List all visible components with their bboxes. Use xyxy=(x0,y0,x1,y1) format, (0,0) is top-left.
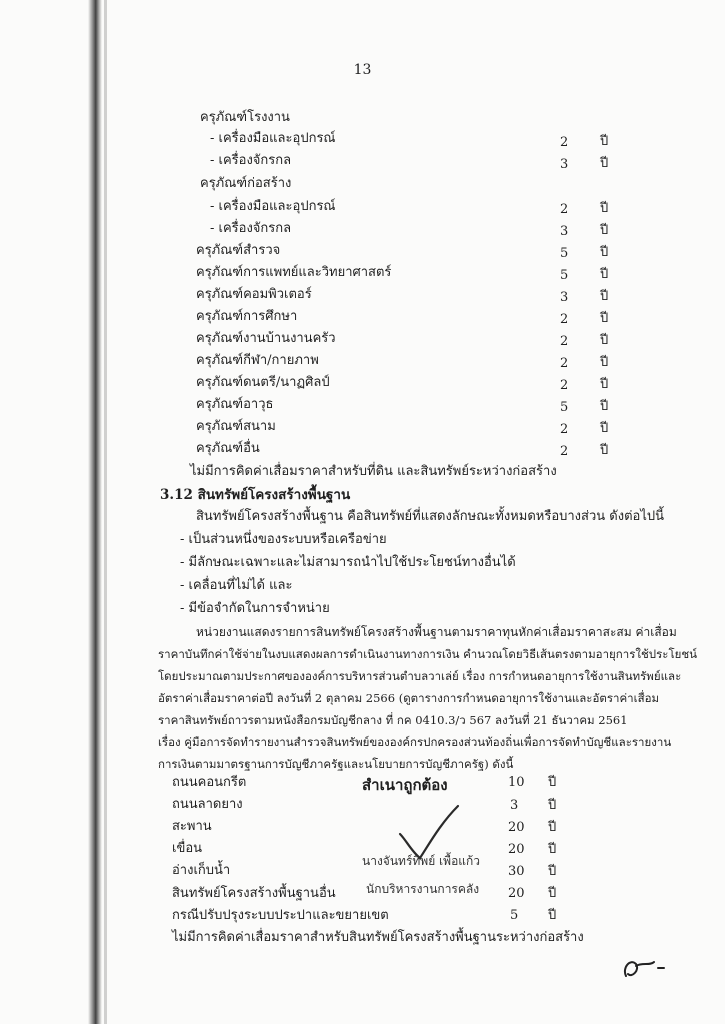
equipment-years: 2 xyxy=(560,422,569,437)
stamp-name: นางจันทร์ทิพย์ เพื้อแก้ว xyxy=(362,854,481,868)
equipment-years: 5 xyxy=(560,268,569,283)
equipment-years: 5 xyxy=(560,246,569,261)
equipment-label: - เครื่องจักรกล xyxy=(210,153,292,168)
equipment-label: ครุภัณฑ์คอมพิวเตอร์ xyxy=(196,287,312,302)
stamp-position: นักบริหารงานการคลัง xyxy=(366,882,480,896)
equipment-unit: ปี xyxy=(600,223,609,238)
equipment-unit: ปี xyxy=(600,421,609,436)
infra-unit: ปี xyxy=(548,864,557,879)
infra-unit: ปี xyxy=(548,842,557,857)
equipment-label: ครุภัณฑ์กีฬา/กายภาพ xyxy=(196,353,319,368)
equipment-label: ครุภัณฑ์งานบ้านงานครัว xyxy=(196,331,336,346)
infra-years: 3 xyxy=(510,798,519,813)
equipment-years: 2 xyxy=(560,444,569,459)
paragraph-line: เรื่อง คู่มือการจัดทำรายงานสำรวจสินทรัพย์ขององค์กรปกครองส่วนท้องถิ่นเพื่อการจัดทำบัญชีและรายงาน xyxy=(158,735,672,749)
equipment-unit: ปี xyxy=(600,377,609,392)
equipment-unit: ปี xyxy=(600,355,609,370)
equipment-label: - เครื่องจักรกล xyxy=(210,221,292,236)
infra-unit: ปี xyxy=(548,798,557,813)
infra-label: เขื่อน xyxy=(172,841,203,856)
bullet-item: - เป็นส่วนหนึ่งของระบบหรือเครือข่าย xyxy=(180,532,387,547)
infra-label: อ่างเก็บน้ำ xyxy=(172,863,231,878)
infra-years: 20 xyxy=(508,886,525,901)
equipment-label: - เครื่องมือและอุปกรณ์ xyxy=(210,131,336,146)
equipment-label: ครุภัณฑ์อื่น xyxy=(196,441,260,456)
equipment-unit: ปี xyxy=(600,399,609,414)
infra-label: สินทรัพย์โครงสร้างพื้นฐานอื่น xyxy=(172,886,336,901)
equipment-label: ครุภัณฑ์สนาม xyxy=(196,419,276,434)
equipment-label: ครุภัณฑ์การศึกษา xyxy=(196,309,298,324)
equipment-years: 2 xyxy=(560,356,569,371)
section-intro: สินทรัพย์โครงสร้างพื้นฐาน คือสินทรัพย์ที่แสดงลักษณะทั้งหมดหรือบางส่วน ดังต่อไปนี้ xyxy=(196,509,664,524)
equipment-unit: ปี xyxy=(600,267,609,282)
equipment-unit: ปี xyxy=(600,201,609,216)
equipment-years: 2 xyxy=(560,135,569,150)
infra-unit: ปี xyxy=(548,820,557,835)
bullet-item: - เคลื่อนที่ไม่ได้ และ xyxy=(180,578,293,593)
binder-shadow xyxy=(88,0,102,1024)
infra-years: 30 xyxy=(508,864,525,879)
equipment-label: ครุภัณฑ์สำรวจ xyxy=(196,243,281,258)
equipment-label: ครุภัณฑ์อาวุธ xyxy=(196,397,274,412)
infra-label: กรณีปรับปรุงระบบประปาและขยายเขต xyxy=(172,908,389,923)
bullet-item: - มีลักษณะเฉพาะและไม่สามารถนำไปใช้ประโยชน์ทางอื่นได้ xyxy=(180,555,516,570)
infra-years: 20 xyxy=(508,842,525,857)
equipment-unit: ปี xyxy=(600,289,609,304)
infra-unit: ปี xyxy=(548,908,557,923)
section-heading: 3.12 สินทรัพย์โครงสร้างพื้นฐาน xyxy=(160,487,351,503)
infra-years: 10 xyxy=(508,775,525,790)
paragraph-line: ราคาสินทรัพย์ถาวรตามหนังสือกรมบัญชีกลาง ที่ กค 0410.3/ว 567 ลงวันที่ 21 ธันวาคม 2561 xyxy=(158,713,628,727)
paragraph-line: การเงินตามมาตรฐานการบัญชีภาครัฐและนโยบายการบัญชีภาครัฐ) ดังนี้ xyxy=(158,757,514,771)
infrastructure-note: ไม่มีการคิดค่าเสื่อมราคาสำหรับสินทรัพย์โครงสร้างพื้นฐานระหว่างก่อสร้าง xyxy=(172,930,584,945)
paragraph-line: ราคาบันทึกค่าใช้จ่ายในงบแสดงผลการดำเนินงานทางการเงิน คำนวณโดยวิธีเส้นตรงตามอายุการใช้ประโยชน์ xyxy=(158,647,698,661)
page-number: 13 xyxy=(353,62,372,78)
infra-label: สะพาน xyxy=(172,819,212,834)
equipment-unit: ปี xyxy=(600,443,609,458)
stamp-title: สำเนาถูกต้อง xyxy=(362,776,448,794)
equipment-unit: ปี xyxy=(600,333,609,348)
equipment-label: - เครื่องมือและอุปกรณ์ xyxy=(210,199,336,214)
infra-unit: ปี xyxy=(548,775,557,790)
equipment-label: ครุภัณฑ์ก่อสร้าง xyxy=(200,176,292,191)
equipment-unit: ปี xyxy=(600,134,609,149)
infra-label: ถนนคอนกรีต xyxy=(172,775,247,790)
infra-years: 5 xyxy=(510,908,519,923)
equipment-years: 5 xyxy=(560,400,569,415)
equipment-years: 2 xyxy=(560,378,569,393)
equipment-years: 2 xyxy=(560,334,569,349)
equipment-label: ครุภัณฑ์ดนตรี/นาฏศิลป์ xyxy=(196,375,330,390)
binder-edge xyxy=(104,0,107,1024)
equipment-label: ครุภัณฑ์การแพทย์และวิทยาศาสตร์ xyxy=(196,265,392,280)
paragraph-line: โดยประมาณตามประกาศขององค์การบริหารส่วนตำบลวาเล่ย์ เรื่อง การกำหนดอายุการใช้งานสินทรัพย์และ xyxy=(158,669,682,683)
paragraph-line: หน่วยงานแสดงรายการสินทรัพย์โครงสร้างพื้นฐานตามราคาทุนหักค่าเสื่อมราคาสะสม ค่าเสื่อม xyxy=(196,625,677,639)
equipment-unit: ปี xyxy=(600,245,609,260)
equipment-unit: ปี xyxy=(600,311,609,326)
equipment-years: 3 xyxy=(560,157,569,172)
infra-years: 20 xyxy=(508,820,525,835)
equipment-label: ครุภัณฑ์โรงงาน xyxy=(200,110,290,125)
paragraph-line: อัตราค่าเสื่อมราคาต่อปี ลงวันที่ 2 ตุลาคม 2566 (ดูตารางการกำหนดอายุการใช้งานและอัตราค่าเสื่อม xyxy=(158,691,660,705)
equipment-years: 2 xyxy=(560,312,569,327)
equipment-unit: ปี xyxy=(600,156,609,171)
equipment-years: 2 xyxy=(560,202,569,217)
initial-mark xyxy=(616,948,676,988)
infra-label: ถนนลาดยาง xyxy=(172,797,243,812)
bullet-item: - มีข้อจำกัดในการจำหน่าย xyxy=(180,601,330,616)
equipment-note: ไม่มีการคิดค่าเสื่อมราคาสำหรับที่ดิน และสินทรัพย์ระหว่างก่อสร้าง xyxy=(190,464,557,479)
equipment-years: 3 xyxy=(560,224,569,239)
equipment-years: 3 xyxy=(560,290,569,305)
infra-unit: ปี xyxy=(548,886,557,901)
